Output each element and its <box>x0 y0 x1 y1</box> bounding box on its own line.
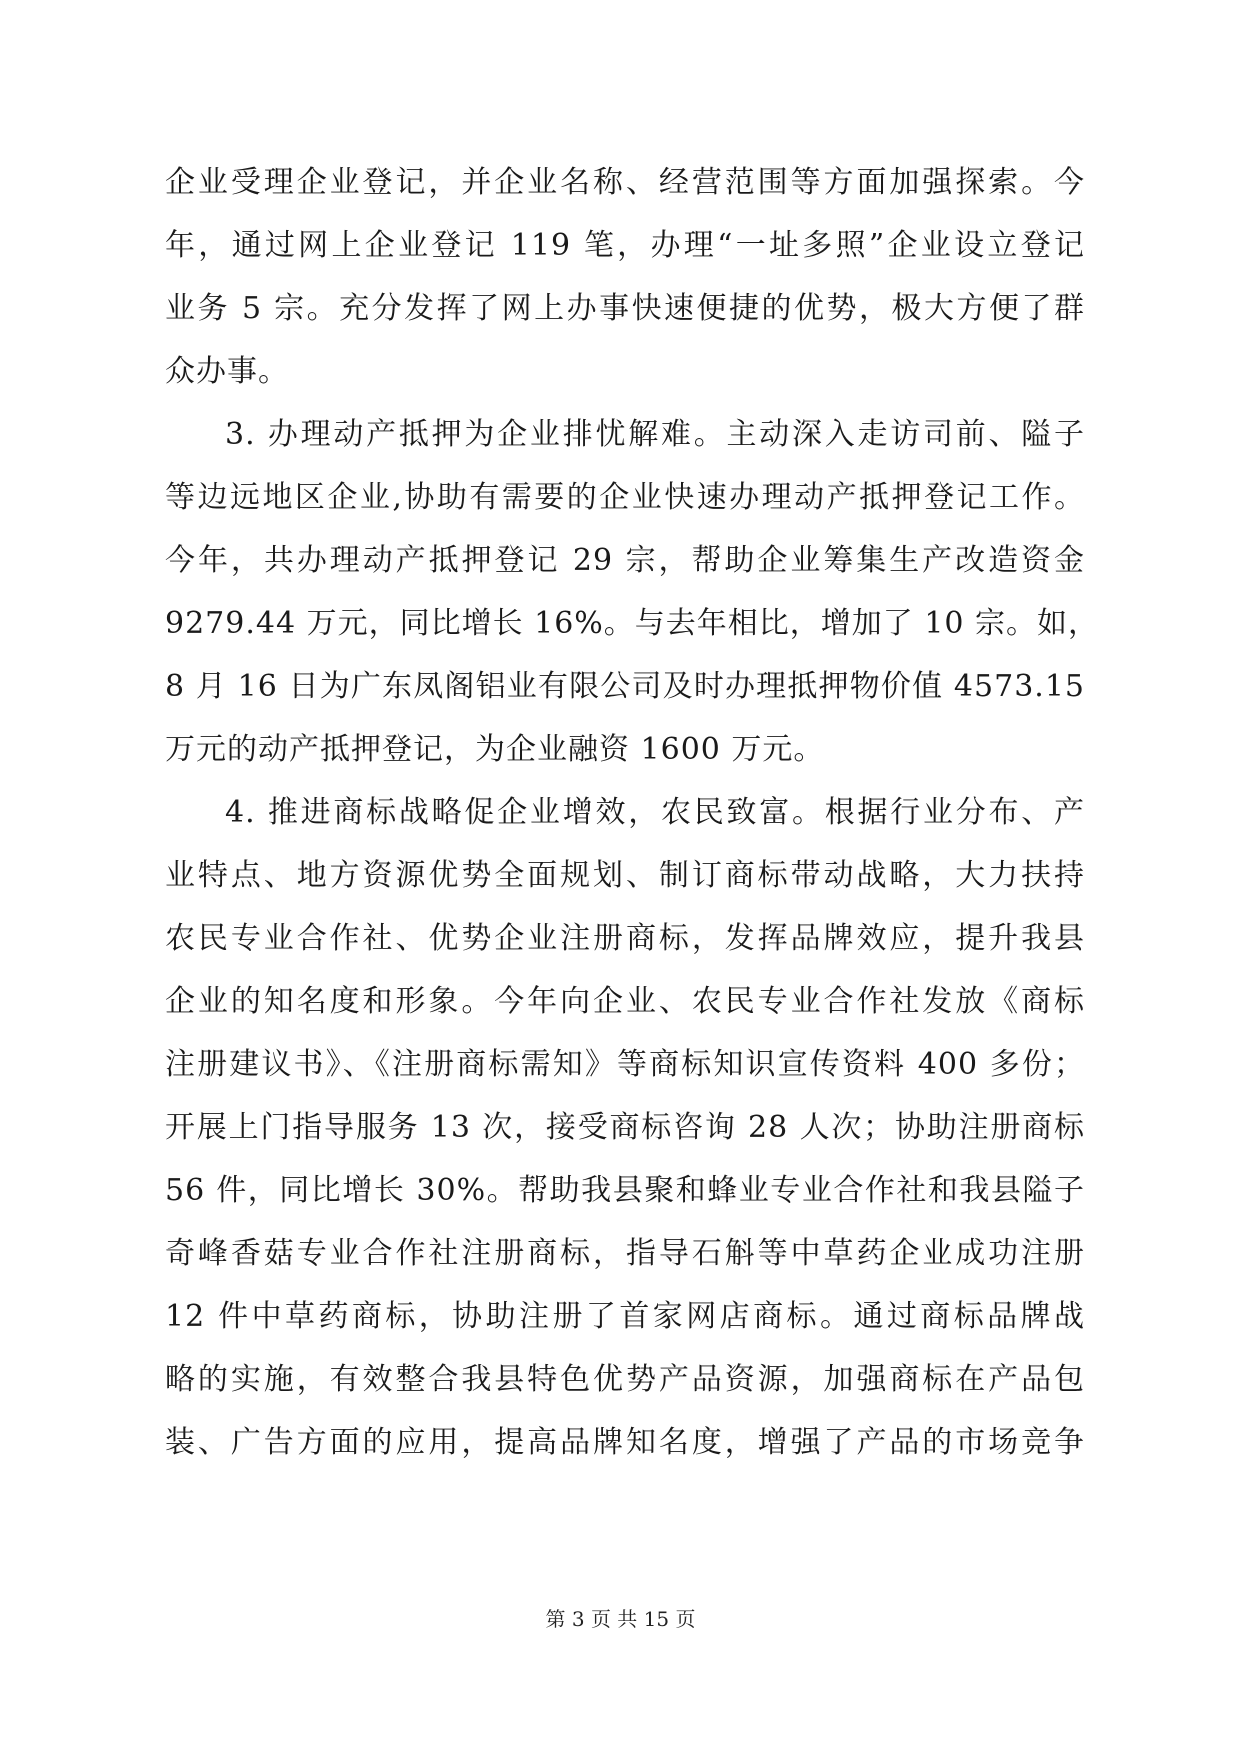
text-line: 万元的动产抵押登记，为企业融资 1600 万元。 <box>165 732 825 767</box>
text-line: 56 件，同比增长 30%。帮助我县聚和蜂业专业合作社和我县隘子 <box>165 1173 1085 1208</box>
text-line: 4. 推进商标战略促企业增效，农民致富。根据行业分布、产 <box>225 795 1085 830</box>
text-line: 奇峰香菇专业合作社注册商标，指导石斛等中草药企业成功注册 <box>165 1236 1085 1271</box>
text-line: 装、广告方面的应用，提高品牌知名度，增强了产品的市场竞争 <box>165 1425 1085 1460</box>
text-line: 9279.44 万元，同比增长 16%。与去年相比，增加了 10 宗。如， <box>165 606 1100 641</box>
text-line: 农民专业合作社、优势企业注册商标，发挥品牌效应，提升我县 <box>165 921 1085 956</box>
text-line: 8 月 16 日为广东凤阁铝业有限公司及时办理抵押物价值 4573.15 <box>165 669 1085 704</box>
text-line: 12 件中草药商标，协助注册了首家网店商标。通过商标品牌战 <box>165 1299 1085 1334</box>
text-line: 年，通过网上企业登记 119 笔，办理“一址多照”企业设立登记 <box>165 228 1085 263</box>
text-line: 众办事。 <box>165 354 289 389</box>
text-line: 略的实施，有效整合我县特色优势产品资源，加强商标在产品包 <box>165 1362 1085 1397</box>
text-line: 等边远地区企业,协助有需要的企业快速办理动产抵押登记工作。 <box>165 480 1085 515</box>
text-line: 企业受理企业登记，并企业名称、经营范围等方面加强探索。今 <box>165 165 1085 200</box>
text-line: 企业的知名度和形象。今年向企业、农民专业合作社发放《商标 <box>165 984 1085 1019</box>
page-footer: 第 3 页 共 15 页 <box>545 1607 696 1631</box>
text-line: 3. 办理动产抵押为企业排忧解难。主动深入走访司前、隘子 <box>225 417 1085 452</box>
text-line: 注册建议书》、《注册商标需知》等商标知识宣传资料 400 多份； <box>165 1047 1085 1082</box>
text-line: 今年，共办理动产抵押登记 29 宗，帮助企业筹集生产改造资金 <box>165 543 1085 578</box>
text-line: 业务 5 宗。充分发挥了网上办事快速便捷的优势，极大方便了群 <box>165 291 1085 326</box>
text-line: 开展上门指导服务 13 次，接受商标咨询 28 人次；协助注册商标 <box>165 1110 1085 1145</box>
text-line: 业特点、地方资源优势全面规划、制订商标带动战略，大力扶持 <box>165 858 1085 893</box>
